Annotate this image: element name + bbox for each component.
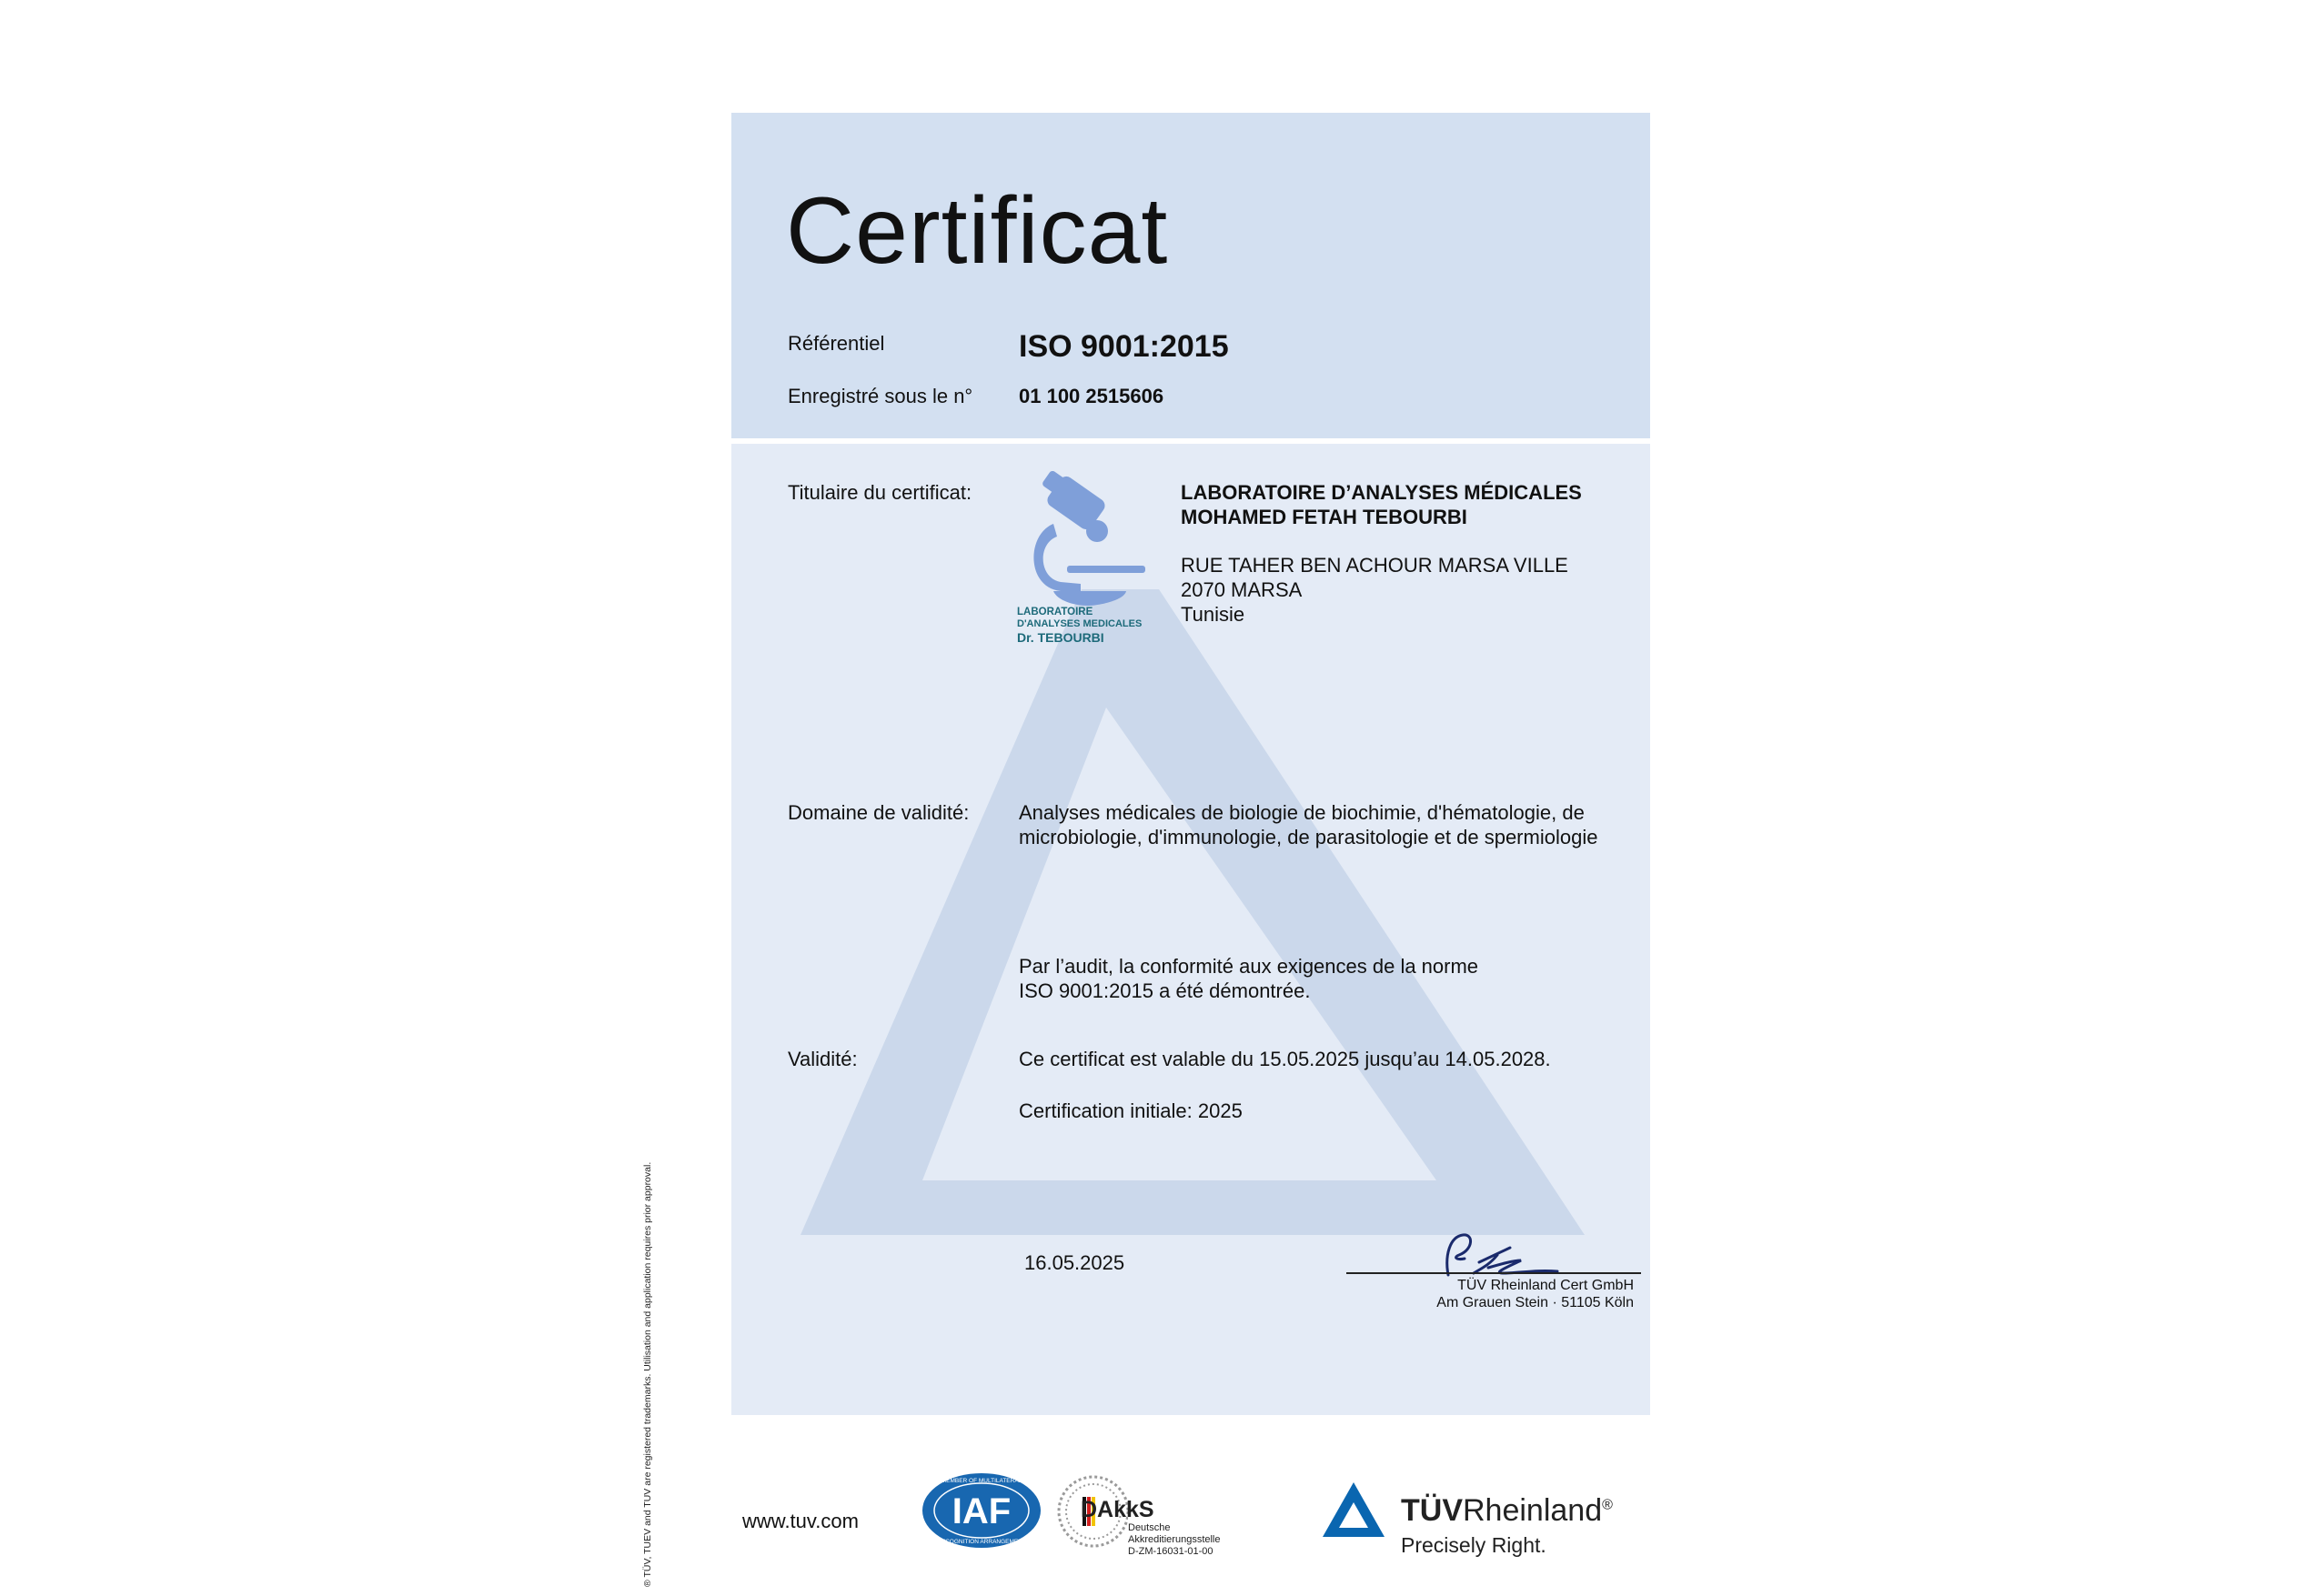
holder-address bbox=[1181, 553, 1568, 627]
microscope-icon bbox=[1017, 471, 1163, 607]
trademark-note: ® TÜV, TUEV and TUV are registered trademarks. Utilisation and application requires prior approval. bbox=[642, 1161, 653, 1587]
scope-line-2: microbiologie, d'immunologie, de parasitologie et de spermiologie bbox=[1019, 826, 1598, 848]
signature-line bbox=[1346, 1272, 1641, 1274]
registration-label: Enregistré sous le n° bbox=[788, 385, 973, 407]
dakks-logo bbox=[1055, 1471, 1255, 1562]
logo-line-3: Dr. TEBOURBI bbox=[1017, 630, 1104, 645]
holder-name bbox=[1181, 480, 1582, 529]
holder-label: Titulaire du certificat: bbox=[788, 481, 972, 504]
issuer-name: TÜV Rheinland Cert GmbH bbox=[1457, 1278, 1634, 1293]
logo-line-1: LABORATOIRE bbox=[1017, 607, 1093, 617]
iaf-text: IAF bbox=[952, 1491, 1012, 1531]
validity-text: Ce certificat est valable du 15.05.2025 jusqu’au 14.05.2028. bbox=[1019, 1048, 1551, 1070]
conformity-statement bbox=[1019, 954, 1478, 1003]
address-country: Tunisie bbox=[1181, 603, 1245, 626]
tuv-brand-bold: TÜV bbox=[1401, 1493, 1463, 1528]
logo-line-2: D'ANALYSES MEDICALES bbox=[1017, 618, 1143, 629]
tuv-wordmark bbox=[1401, 1493, 1613, 1529]
holder-name-line-1: LABORATOIRE D’ANALYSES MÉDICALES bbox=[1181, 481, 1582, 504]
conformity-line-1: Par l’audit, la conformité aux exigences de la norme bbox=[1019, 955, 1479, 978]
dakks-line-2: Akkreditierungsstelle bbox=[1128, 1534, 1221, 1545]
standard-label: Référentiel bbox=[788, 332, 885, 355]
tuv-brand-rest: Rheinland bbox=[1463, 1493, 1603, 1528]
dakks-line-1: Deutsche bbox=[1128, 1522, 1171, 1533]
issuer-address: Am Grauen Stein · 51105 Köln bbox=[1436, 1295, 1634, 1310]
dakks-details bbox=[1128, 1522, 1221, 1558]
iaf-ring-top: MEMBER OF MULTILATERAL bbox=[941, 1478, 1022, 1484]
dakks-line-3: D-ZM-16031-01-00 bbox=[1128, 1546, 1213, 1557]
holder-name-line-2: MOHAMED FETAH TEBOURBI bbox=[1181, 506, 1467, 528]
scope-line-1: Analyses médicales de biologie de biochimie, d'hématologie, de bbox=[1019, 801, 1585, 824]
signature bbox=[1437, 1228, 1565, 1282]
validity-label: Validité: bbox=[788, 1048, 858, 1070]
iaf-logo bbox=[921, 1471, 1042, 1550]
standard-value: ISO 9001:2015 bbox=[1019, 329, 1229, 364]
conformity-line-2: ISO 9001:2015 a été démontrée. bbox=[1019, 979, 1311, 1002]
iaf-ring-bottom: RECOGNITION ARRANGEMENT bbox=[937, 1539, 1026, 1545]
scope-label: Domaine de validité: bbox=[788, 801, 970, 824]
issue-date: 16.05.2025 bbox=[1024, 1251, 1125, 1274]
tuv-tagline: Precisely Right. bbox=[1401, 1533, 1546, 1557]
certificate-title: Certificat bbox=[786, 178, 1169, 284]
tuv-reg-mark: ® bbox=[1602, 1497, 1613, 1513]
issuer-block bbox=[1346, 1277, 1634, 1311]
tuv-triangle-icon bbox=[1321, 1481, 1386, 1541]
holder-logo bbox=[1017, 471, 1163, 653]
scope-text bbox=[1019, 800, 1597, 849]
website-link[interactable]: www.tuv.com bbox=[742, 1510, 859, 1532]
dakks-name: DAkkS bbox=[1081, 1497, 1154, 1522]
address-line-1: RUE TAHER BEN ACHOUR MARSA VILLE bbox=[1181, 554, 1568, 577]
address-line-2: 2070 MARSA bbox=[1181, 578, 1303, 601]
initial-certification: Certification initiale: 2025 bbox=[1019, 1099, 1243, 1122]
header-divider bbox=[731, 438, 1650, 444]
tuv-rheinland-logo bbox=[1321, 1481, 1648, 1562]
registration-number: 01 100 2515606 bbox=[1019, 385, 1164, 407]
